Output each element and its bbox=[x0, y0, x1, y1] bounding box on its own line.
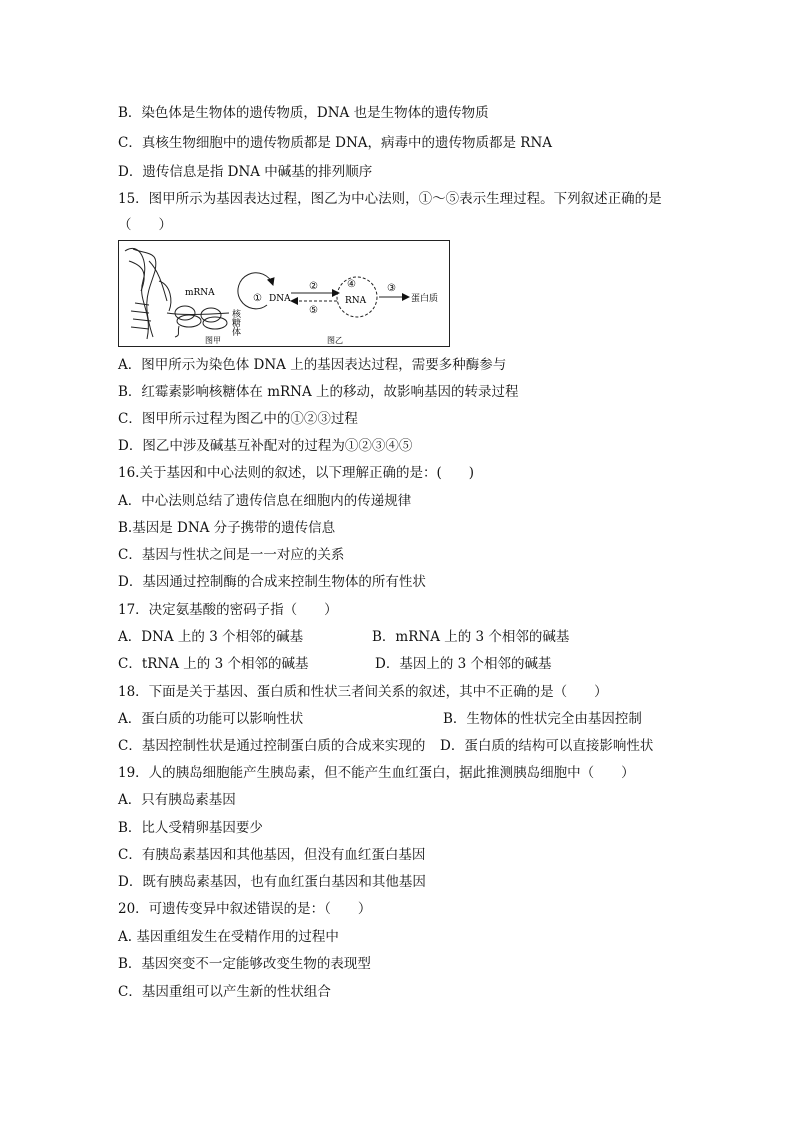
q15-option-a: A．图甲所示为染色体 DNA 上的基因表达过程，需要多种酶参与 bbox=[118, 357, 507, 373]
mrna-ribosomes-drawing bbox=[167, 306, 229, 337]
q20-option-c: C．基因重组可以产生新的性状组合 bbox=[118, 984, 331, 1000]
q19-option-c: C．有胰岛素基因和其他基因，但没有血红蛋白基因 bbox=[118, 847, 426, 863]
q16-option-b: B.基因是 DNA 分子携带的遗传信息 bbox=[118, 520, 336, 536]
ribosome-label: 核糖体 bbox=[230, 309, 240, 336]
figure-svg bbox=[119, 241, 449, 346]
q19-stem: 19．人的胰岛细胞能产生胰岛素，但不能产生血红蛋白，据此推测胰岛细胞中（ ） bbox=[118, 765, 635, 781]
q14-option-b: B．染色体是生物体的遗传物质，DNA 也是生物体的遗传物质 bbox=[118, 105, 489, 121]
q19-option-a: A．只有胰岛素基因 bbox=[118, 792, 236, 808]
q18-option-b: B．生物体的性状完全由基因控制 bbox=[443, 711, 642, 727]
q15-option-d: D．图乙中涉及碱基互补配对的过程为①②③④⑤ bbox=[118, 438, 413, 454]
central-dogma-drawing bbox=[238, 273, 409, 317]
q18-option-d: D．蛋白质的结构可以直接影响性状 bbox=[440, 738, 654, 754]
process-2-label: ② bbox=[309, 281, 318, 292]
q20-stem: 20．可遗传变异中叙述错误的是：（ ） bbox=[118, 901, 372, 917]
q15-stem-bracket: （ ） bbox=[118, 217, 172, 233]
q20-option-b: B．基因突变不一定能够改变生物的表现型 bbox=[118, 956, 371, 972]
q17-option-d: D．基因上的 3 个相邻的碱基 bbox=[375, 656, 552, 672]
gene-expression-figure bbox=[118, 240, 450, 347]
figure-b-caption: 图乙 bbox=[327, 336, 343, 345]
q18-stem: 18．下面是关于基因、蛋白质和性状三者间关系的叙述，其中不正确的是（ ） bbox=[118, 684, 608, 700]
q19-option-b: B．比人受精卵基因要少 bbox=[118, 820, 263, 836]
q15-option-c: C．图甲所示过程为图乙中的①②③过程 bbox=[118, 411, 358, 427]
q15-stem: 15．图甲所示为基因表达过程，图乙为中心法则，①～⑤表示生理过程。下列叙述正确的是 bbox=[118, 191, 662, 207]
q16-stem: 16.关于基因和中心法则的叙述，以下理解正确的是：( ) bbox=[118, 465, 475, 481]
q16-option-d: D．基因通过控制酶的合成来控制生物体的所有性状 bbox=[118, 574, 426, 590]
q18-option-a: A．蛋白质的功能可以影响性状 bbox=[118, 711, 304, 727]
q14-option-c: C．真核生物细胞中的遗传物质都是 DNA，病毒中的遗传物质都是 RNA bbox=[118, 135, 553, 151]
q20-option-a: A. 基因重组发生在受精作用的过程中 bbox=[118, 929, 339, 945]
process-1-label: ① bbox=[253, 293, 262, 304]
dna-node-label: DNA bbox=[269, 294, 291, 304]
q17-option-c: C．tRNA 上的 3 个相邻的碱基 bbox=[118, 656, 309, 672]
q19-option-d: D．既有胰岛素基因，也有血红蛋白基因和其他基因 bbox=[118, 874, 426, 890]
mrna-label: mRNA bbox=[185, 288, 215, 298]
q16-option-c: C．基因与性状之间是一一对应的关系 bbox=[118, 547, 345, 563]
q17-option-b: B．mRNA 上的 3 个相邻的碱基 bbox=[372, 629, 570, 645]
rna-node-label: RNA bbox=[345, 296, 367, 306]
process-5-label: ⑤ bbox=[309, 305, 318, 316]
process-3-label: ③ bbox=[387, 283, 396, 294]
protein-node-label: 蛋白质 bbox=[411, 294, 439, 304]
process-4-label: ④ bbox=[347, 279, 356, 290]
q14-option-d: D．遗传信息是指 DNA 中碱基的排列顺序 bbox=[118, 164, 373, 180]
q17-option-a: A．DNA 上的 3 个相邻的碱基 bbox=[118, 629, 304, 645]
q17-stem: 17．决定氨基酸的密码子指（ ） bbox=[118, 602, 338, 618]
q15-option-b: B．红霉素影响核糖体在 mRNA 上的移动，故影响基因的转录过程 bbox=[118, 384, 519, 400]
q18-option-c: C．基因控制性状是通过控制蛋白质的合成来实现的 bbox=[118, 738, 426, 754]
dna-helix-drawing bbox=[125, 248, 171, 339]
q16-option-a: A．中心法则总结了遗传信息在细胞内的传递规律 bbox=[118, 493, 412, 509]
figure-a-caption: 图甲 bbox=[205, 336, 221, 345]
